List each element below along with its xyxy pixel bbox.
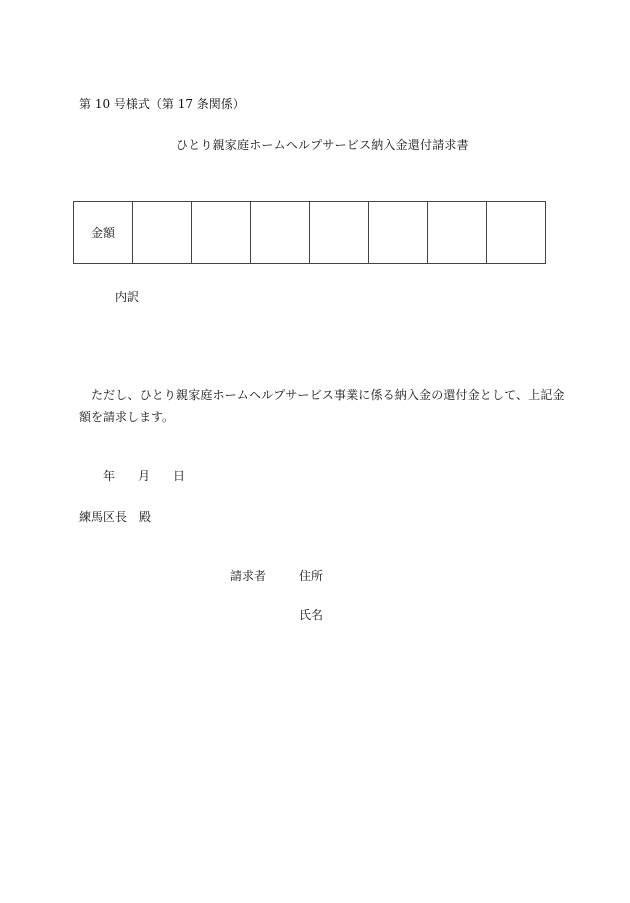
amount-row [74,202,546,264]
claimant-label: 請求者 [230,569,267,583]
date-year-label: 年 [103,469,116,483]
date-month-label: 月 [138,469,151,483]
amount-digit-cell[interactable] [251,202,310,264]
amount-digit-cell[interactable] [192,202,251,264]
document-title: ひとり親家庭ホームヘルプサービス納入金還付請求書 [176,138,469,152]
amount-digit-cell[interactable] [310,202,369,264]
form-number: 第 10 号様式（第 17 条関係） [79,97,245,111]
body-text-line-1: ただし、ひとり親家庭ホームヘルプサービス事業に係る納入金の還付金として、上記金 [91,388,565,402]
amount-digit-cell[interactable] [487,202,546,264]
amount-table [73,201,546,264]
name-label: 氏名 [299,608,324,622]
amount-digit-cell[interactable] [133,202,192,264]
date-day-label: 日 [173,469,186,483]
addressee: 練馬区長 殿 [79,510,152,524]
amount-label: 金額 [74,202,133,264]
amount-digit-cell[interactable] [428,202,487,264]
body-text-line-2: 額を請求します。 [79,410,175,424]
breakdown-label: 内訳 [115,290,140,304]
address-label: 住所 [299,569,324,583]
amount-digit-cell[interactable] [369,202,428,264]
